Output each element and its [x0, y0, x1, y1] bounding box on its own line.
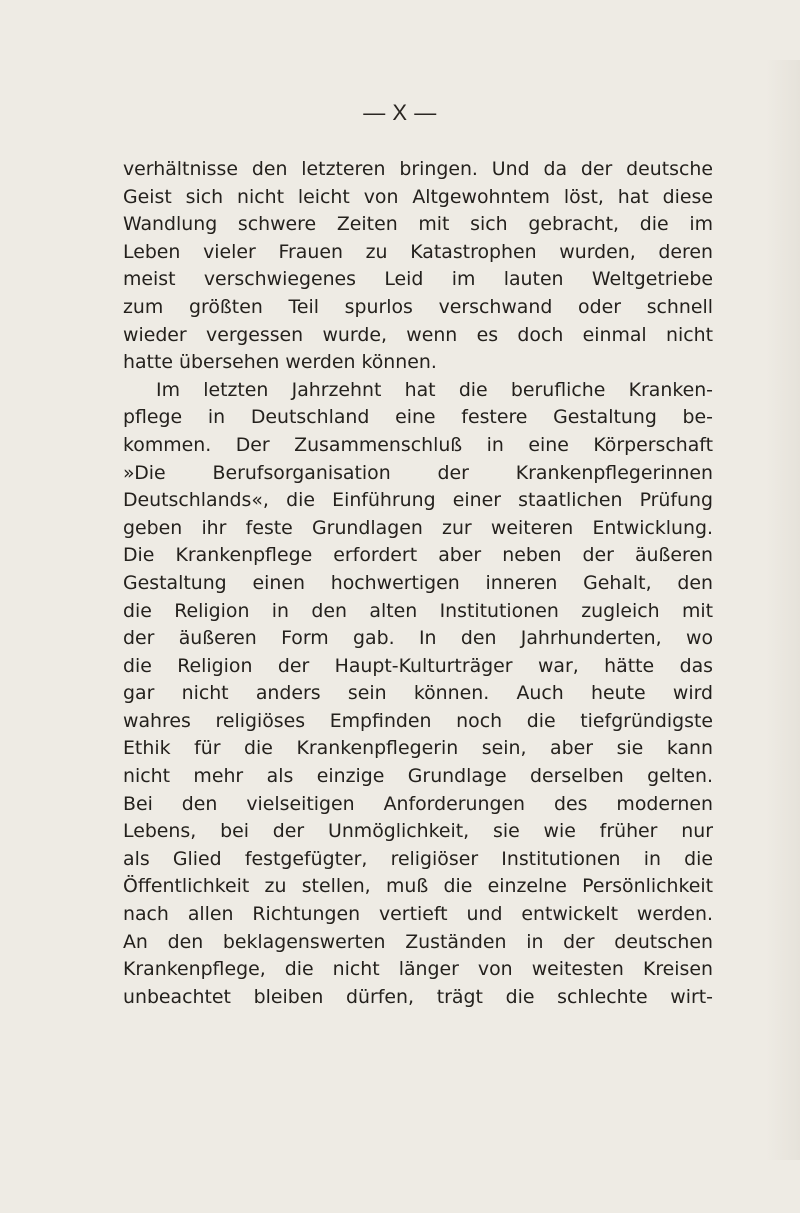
text-line: Lebens, bei der Unmöglichkeit, sie wie früher nur	[123, 820, 713, 843]
text-line: Bei den vielseitigen Anforderungen des modernen	[123, 792, 713, 815]
text-line: nach allen Richtungen vertieft und entwickelt werden.	[123, 903, 713, 926]
text-line: die Religion in den alten Institutionen zugleich mit	[123, 599, 713, 622]
text-line: unbeachtet bleiben dürfen, trägt die schlechte wirt-	[123, 985, 713, 1008]
text-line: als Glied festgefügter, religiöser Institutionen in die	[123, 847, 713, 870]
text-line: Krankenpflege, die nicht länger von weitesten Kreisen	[123, 958, 713, 981]
text-line: wieder vergessen wurde, wenn es doch einmal nicht	[123, 323, 713, 346]
text-line: hatte übersehen werden können.	[123, 351, 437, 374]
text-line: Öffentlichkeit zu stellen, muß die einzelne Persönlichkeit	[123, 875, 713, 898]
text-line: Ethik für die Krankenpflegerin sein, aber sie kann	[123, 737, 713, 760]
text-line: nicht mehr als einzige Grundlage derselben gelten.	[123, 765, 713, 788]
text-line: verhältnisse den letzteren bringen. Und da der deutsche	[123, 158, 713, 180]
text-line: kommen. Der Zusammenschluß in eine Körperschaft	[123, 433, 713, 456]
text-line: Wandlung schwere Zeiten mit sich gebracht, die im	[123, 213, 713, 236]
text-line: Im letzten Jahrzehnt hat die berufliche Kranken-	[156, 378, 713, 401]
text-line: Deutschlands«, die Einführung einer staatlichen Prüfung	[123, 489, 713, 512]
text-line: Geist sich nicht leicht von Altgewohntem löst, hat diese	[123, 185, 713, 208]
text-line: zum größten Teil spurlos verschwand oder schnell	[123, 295, 713, 318]
body-text	[123, 156, 713, 1011]
page-edge-shadow	[766, 60, 800, 1160]
text-line: wahres religiöses Empfinden noch die tiefgründigste	[123, 709, 713, 732]
text-line: gar nicht anders sein können. Auch heute wird	[123, 682, 713, 705]
text-line: geben ihr feste Grundlagen zur weiteren Entwicklung.	[123, 516, 713, 539]
text-line: Leben vieler Frauen zu Katastrophen wurden, deren	[123, 240, 713, 263]
text-line: An den beklagenswerten Zuständen in der deutschen	[123, 930, 713, 953]
page-number-header: — X —	[363, 100, 437, 125]
text-line: Die Krankenpflege erfordert aber neben der äußeren	[123, 544, 713, 567]
text-line: »Die Berufsorganisation der Krankenpflegerinnen	[123, 461, 713, 484]
text-line: meist verschwiegenes Leid im lauten Weltgetriebe	[123, 268, 713, 291]
text-line: Gestaltung einen hochwertigen inneren Gehalt, den	[123, 571, 713, 594]
text-line: die Religion der Haupt-Kulturträger war, hätte das	[123, 654, 713, 677]
text-line: der äußeren Form gab. In den Jahrhunderten, wo	[123, 627, 713, 650]
text-line: pflege in Deutschland eine festere Gestaltung be-	[123, 406, 713, 429]
